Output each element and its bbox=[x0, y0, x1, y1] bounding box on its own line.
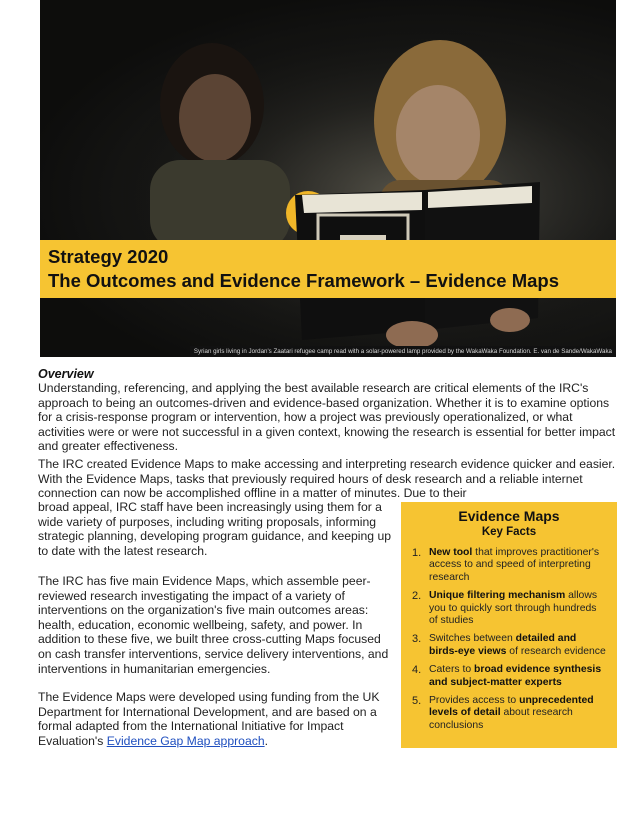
fact-bold: New tool bbox=[429, 547, 473, 558]
list-item-number: 1. bbox=[412, 547, 422, 559]
hero-illustration bbox=[40, 0, 616, 357]
paragraph-4-end: . bbox=[264, 733, 268, 748]
key-facts-subheading: Key Facts bbox=[481, 526, 537, 538]
fact-pre: Caters to bbox=[429, 664, 475, 676]
overview-paragraph-3: The IRC has five main Evidence Maps, which assemble peer-reviewed research investigating the impact of a variety of interventions on the organization's five main outcomes areas: health, education, economic wellbeing, safety, and power. In addition to these five, we built three cross-cutting Maps focused on cash transfer interventions, service delivery interventions, and interventions in humanitarian emergencies. bbox=[38, 574, 389, 676]
list-item-text bbox=[429, 664, 607, 689]
paragraph-4-text: The Evidence Maps were developed using funding from the UK Department for International Development, and are based on a formal adapted from the International Initiative for Impact Evaluation's bbox=[38, 690, 380, 748]
fact-pre: Provides access to bbox=[429, 695, 520, 707]
fact-pre: Switches between bbox=[429, 633, 516, 645]
overview-heading: Overview bbox=[38, 367, 94, 381]
fact-post: allows you to quickly sort through hundreds of studies bbox=[429, 590, 598, 627]
list-item bbox=[411, 695, 607, 732]
list-item-text bbox=[429, 695, 607, 732]
photo-caption: Syrian girls living in Jordan's Zaatari refugee camp read with a solar-powered lamp provided by the WakaWaka Foundation. E. van de Sande/WakaWaka bbox=[190, 346, 616, 357]
list-item-number: 3. bbox=[412, 633, 422, 646]
fact-bold: broad evidence synthesis and subject-matter experts bbox=[429, 664, 602, 688]
key-facts-heading: Evidence Maps bbox=[458, 508, 560, 524]
list-item bbox=[411, 633, 607, 658]
fact-post: of research evidence bbox=[506, 645, 606, 657]
page-subtitle: The Outcomes and Evidence Framework – Evidence Maps bbox=[48, 270, 559, 291]
list-item bbox=[411, 664, 607, 689]
overview-paragraph-4 bbox=[38, 690, 396, 748]
list-item bbox=[411, 547, 607, 584]
fact-bold: detailed and birds-eye views bbox=[429, 633, 577, 657]
page-title: Strategy 2020 bbox=[48, 246, 169, 267]
list-item bbox=[411, 590, 607, 627]
list-item-text bbox=[429, 590, 607, 627]
list-item-number: 5. bbox=[412, 695, 422, 708]
key-facts-box bbox=[401, 502, 617, 748]
fact-bold: Unique filtering mechanism bbox=[429, 590, 566, 602]
overview-paragraph-2: The IRC created Evidence Maps to make accessing and interpreting research evidence quicker and easier. With the Evidence Maps, tasks that previously required hours of desk research and a reliable internet connection can now be accomplished offline in a matter of minutes. Due to their bbox=[38, 457, 616, 501]
evidence-gap-map-link[interactable]: Evidence Gap Map approach bbox=[106, 733, 265, 748]
list-item-number: 2. bbox=[412, 590, 422, 603]
list-item-number: 4. bbox=[412, 664, 422, 677]
title-band bbox=[40, 240, 616, 298]
fact-post: that improves practitioner's access to and speed of interpreting research bbox=[429, 547, 600, 583]
overview-paragraph-2-continued: broad appeal, IRC staff have been increasingly using them for a wide variety of purposes, including writing proposals, informing strategic planning, developing program guidance, and keeping up to date with the latest research. bbox=[38, 500, 392, 558]
fact-bold: unprecedented levels of detail bbox=[429, 695, 594, 719]
hero-photo bbox=[40, 0, 616, 357]
fact-post: about research conclusions bbox=[429, 707, 573, 731]
overview-paragraph-1: Understanding, referencing, and applying the best available research are critical elements of the IRC's approach to being an outcomes-driven and evidence-based organization. Whether it is to examine options for a crisis-response program or intervention, how a project was previously operationalized, or what activities were or were not successful in a given context, knowing the research is essential for better impact and greater effectiveness. bbox=[38, 381, 616, 454]
key-facts-list bbox=[411, 547, 607, 732]
list-item-text bbox=[429, 633, 607, 658]
list-item-text bbox=[429, 547, 607, 584]
